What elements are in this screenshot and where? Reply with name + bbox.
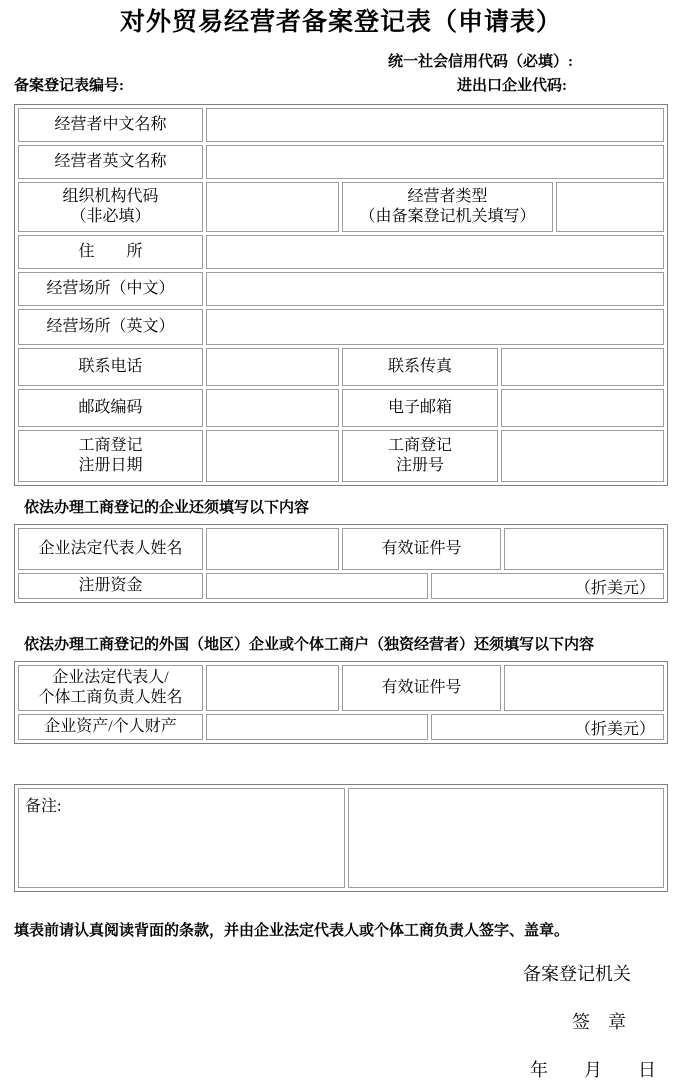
label-postcode: 邮政编码: [18, 389, 203, 427]
label-residence: 住 所: [18, 235, 203, 269]
label-id-number: 有效证件号: [342, 528, 501, 570]
table-row: [18, 389, 664, 427]
remarks-right-cell[interactable]: [348, 788, 664, 888]
field-operator-en-name[interactable]: [206, 145, 664, 179]
table-row: [18, 788, 664, 888]
table-row: [18, 235, 664, 269]
label-operator-en-name: 经营者英文名称: [18, 145, 203, 179]
field-fax[interactable]: [501, 348, 664, 386]
field-reg-capital-usd[interactable]: [431, 573, 664, 599]
field-residence[interactable]: [206, 235, 664, 269]
field-premises-cn[interactable]: [206, 272, 664, 306]
label-premises-en: 经营场所（英文）: [18, 309, 203, 345]
field-assets-usd[interactable]: [431, 714, 664, 740]
field-reg-no[interactable]: [501, 430, 664, 482]
field-premises-en[interactable]: [206, 309, 664, 345]
ie-code-label: 进出口企业代码:: [457, 78, 567, 94]
field-postcode[interactable]: [206, 389, 339, 427]
credit-code-label: 统一社会信用代码（必填）:: [388, 54, 573, 70]
field-legal-rep-name[interactable]: [206, 528, 339, 570]
label-legal-rep-name: 企业法定代表人姓名: [18, 528, 203, 570]
label-operator-type: 经营者类型 （由备案登记机关填写）: [342, 182, 553, 232]
main-info-table: [14, 104, 668, 486]
label-email: 电子邮箱: [342, 389, 498, 427]
table-row: [18, 182, 664, 232]
usd-conversion-note: （折美元）: [574, 720, 655, 738]
foreign-section-heading: 依法办理工商登记的外国（地区）企业或个体工商户（独资经营者）还须填写以下内容: [24, 637, 595, 653]
form-number-label: 备案登记表编号:: [14, 78, 124, 94]
label-foreign-id-number: 有效证件号: [342, 665, 501, 711]
field-operator-type[interactable]: [556, 182, 664, 232]
label-reg-date: 工商登记 注册日期: [18, 430, 203, 482]
table-row: [18, 714, 664, 740]
table-row: [18, 430, 664, 482]
footer-note: 填表前请认真阅读背面的条款，并由企业法定代表人或个体工商负责人签字、盖章。: [14, 923, 570, 939]
field-reg-capital[interactable]: [206, 573, 428, 599]
table-row: [18, 309, 664, 345]
header-number-line: [14, 76, 668, 96]
remarks-left-cell[interactable]: [18, 788, 345, 888]
foreign-table: [14, 661, 668, 744]
label-assets: 企业资产/个人财产: [18, 714, 203, 740]
page-title: 对外贸易经营者备案登记表（申请表）: [119, 9, 562, 36]
remarks-label: 备注:: [25, 798, 62, 815]
enterprise-section-heading: 依法办理工商登记的企业还须填写以下内容: [24, 500, 310, 516]
table-row: [18, 272, 664, 306]
field-id-number[interactable]: [504, 528, 664, 570]
signature-seal-label: 签 章: [572, 1012, 626, 1032]
field-assets[interactable]: [206, 714, 428, 740]
registration-authority-label: 备案登记机关: [523, 964, 631, 984]
table-row: [18, 528, 664, 570]
field-org-code[interactable]: [206, 182, 339, 232]
field-rep-or-owner-name[interactable]: [206, 665, 339, 711]
label-reg-capital: 注册资金: [18, 573, 203, 599]
enterprise-table: [14, 524, 668, 603]
field-reg-date[interactable]: [206, 430, 339, 482]
field-phone[interactable]: [206, 348, 339, 386]
label-reg-no: 工商登记 注册号: [342, 430, 498, 482]
field-email[interactable]: [501, 389, 664, 427]
usd-conversion-note: （折美元）: [574, 579, 655, 597]
table-row: [18, 145, 664, 179]
label-org-code: 组织机构代码 （非必填）: [18, 182, 203, 232]
field-foreign-id-number[interactable]: [504, 665, 664, 711]
label-phone: 联系电话: [18, 348, 203, 386]
table-row: [18, 573, 664, 599]
table-row: [18, 665, 664, 711]
table-row: [18, 108, 664, 142]
label-operator-cn-name: 经营者中文名称: [18, 108, 203, 142]
date-label: 年 月 日: [530, 1060, 656, 1080]
table-row: [18, 348, 664, 386]
remarks-table: [14, 784, 668, 892]
label-fax: 联系传真: [342, 348, 498, 386]
label-premises-cn: 经营场所（中文）: [18, 272, 203, 306]
field-operator-cn-name[interactable]: [206, 108, 664, 142]
label-rep-or-owner-name: 企业法定代表人/ 个体工商负责人姓名: [18, 665, 203, 711]
